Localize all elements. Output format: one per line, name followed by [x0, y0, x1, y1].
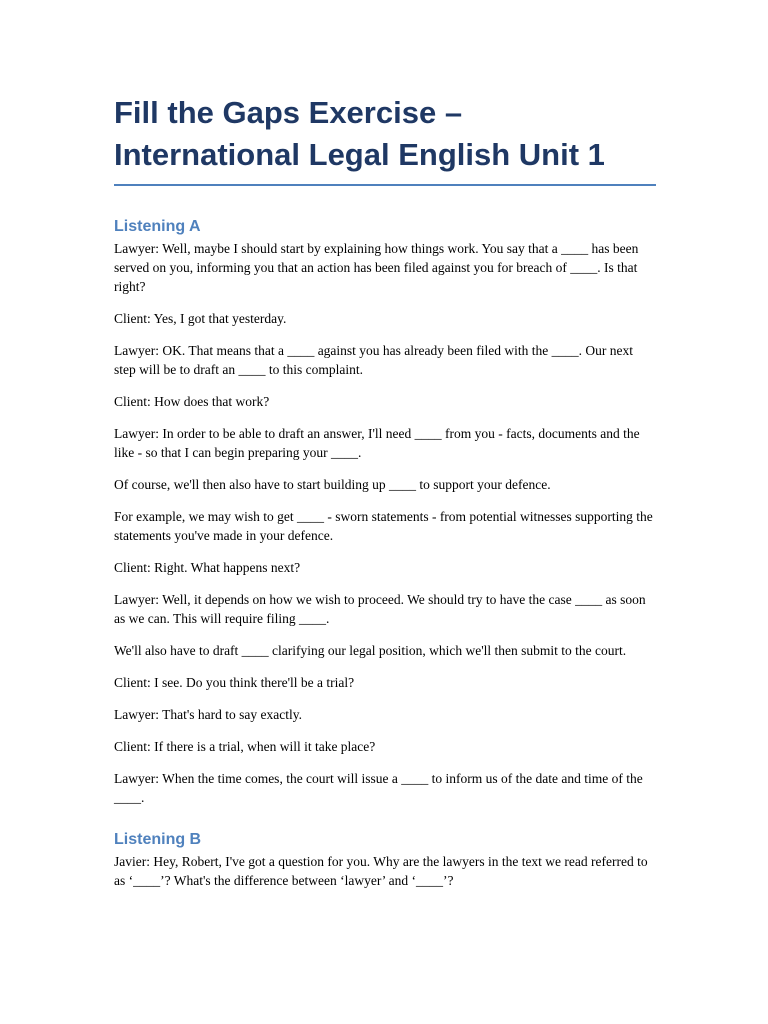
section-listening-b — [114, 852, 656, 890]
dialogue-paragraph: Of course, we'll then also have to start building up ____ to support your defence. — [114, 477, 551, 492]
dialogue-paragraph: For example, we may wish to get ____ - sworn statements - from potential witnesses supporting the statements you've made in your defence. — [114, 509, 653, 543]
dialogue-paragraph: Client: Yes, I got that yesterday. — [114, 311, 287, 326]
dialogue-paragraph: Client: How does that work? — [114, 394, 270, 409]
section-listening-a — [114, 239, 656, 807]
dialogue-paragraph: Client: Right. What happens next? — [114, 560, 301, 575]
dialogue-paragraph: Client: I see. Do you think there'll be a trial? — [114, 675, 355, 690]
dialogue-paragraph: We'll also have to draft ____ clarifying our legal position, which we'll then submit to the court. — [114, 643, 627, 658]
section-heading-listening-b: Listening B — [114, 831, 202, 848]
dialogue-paragraph: Lawyer: Well, maybe I should start by explaining how things work. You say that a ____ has been served on you, informing you that an action has been filed against you for breach of ____. Is that right? — [114, 241, 639, 294]
dialogue-paragraph: Lawyer: That's hard to say exactly. — [114, 707, 302, 722]
section-heading-listening-a: Listening A — [114, 218, 201, 235]
dialogue-paragraph: Lawyer: Well, it depends on how we wish to proceed. We should try to have the case ____ as soon as we can. This will require filing ____. — [114, 592, 646, 626]
dialogue-paragraph: Lawyer: OK. That means that a ____ against you has already been filed with the ____. Our next step will be to draft an ____ to this complaint. — [114, 343, 633, 377]
dialogue-paragraph: Javier: Hey, Robert, I've got a question for you. Why are the lawyers in the text we read referred to as ‘____’? What's the difference between ‘lawyer’ and ‘____’? — [114, 854, 648, 888]
dialogue-paragraph: Lawyer: When the time comes, the court will issue a ____ to inform us of the date and time of the ____. — [114, 771, 643, 805]
document-title: Fill the Gaps Exercise – International Legal English Unit 1 — [114, 92, 656, 186]
dialogue-paragraph: Lawyer: In order to be able to draft an answer, I'll need ____ from you - facts, documents and the like - so that I can begin preparing your ____. — [114, 426, 640, 460]
dialogue-paragraph: Client: If there is a trial, when will it take place? — [114, 739, 376, 754]
document-page — [114, 92, 656, 903]
